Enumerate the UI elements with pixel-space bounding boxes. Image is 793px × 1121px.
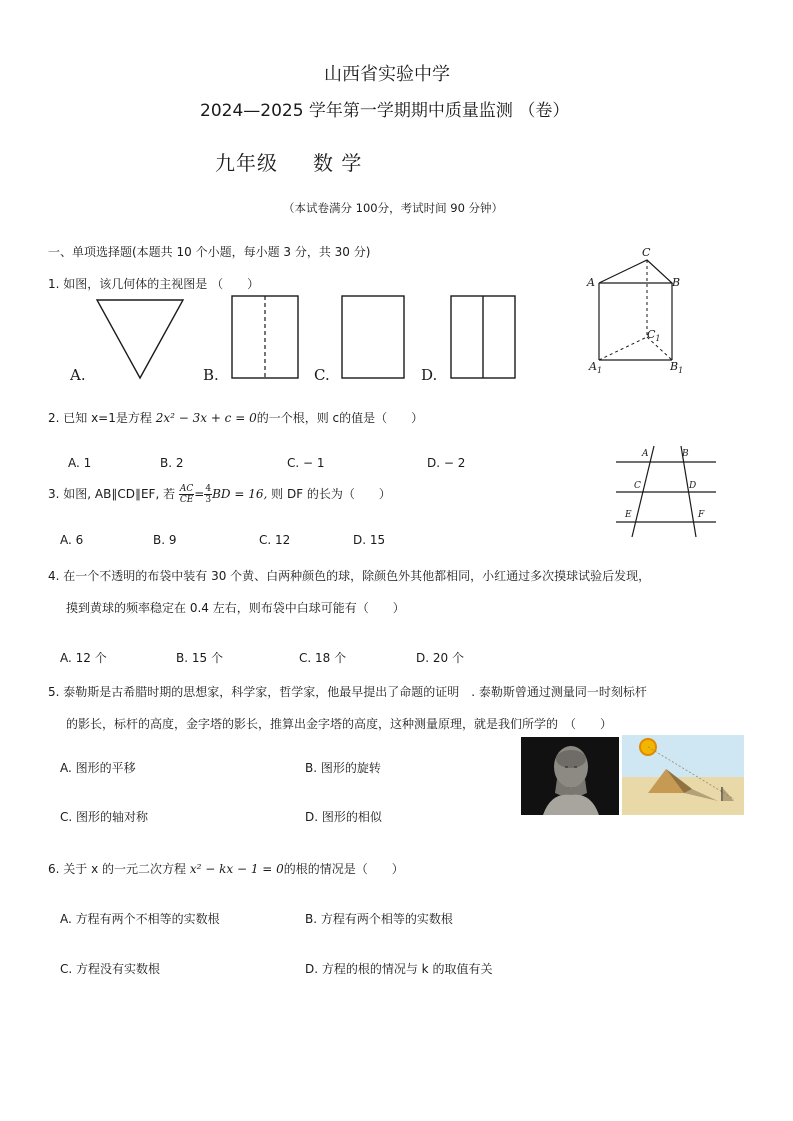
q6-option-b: B. 方程有两个相等的实数根: [305, 912, 453, 926]
q1-option-c-rect: [341, 295, 405, 379]
q3-fraction-4-3: $\frac{4}{3}$: [205, 484, 212, 505]
q4-option-c: C. 18 个: [299, 651, 347, 665]
q1-option-d-rect-solid: [450, 295, 516, 379]
q2-option-a: A. 1: [68, 456, 92, 470]
q2-equation: 2x² − 3x + c = 0: [155, 411, 257, 425]
prism-label-b1: $B_1$: [670, 360, 684, 376]
q5-option-b: B. 图形的旋转: [305, 761, 381, 775]
q2-stem: 2. 已知 x=1是方程 2x² − 3x + c = 0的一个根，则 c的值是（ ）: [48, 411, 424, 425]
q5-stem-line1: 5. 泰勒斯是古希腊时期的思想家，科学家，哲学家，他最早提出了命题的证明 . 泰勒斯曾通过测量同一时刻标杆: [48, 685, 647, 699]
q2-option-b: B. 2: [160, 456, 184, 470]
q1-option-c-label: C.: [314, 366, 330, 384]
q3-label-e: E: [625, 510, 632, 520]
q3-label-c: C: [634, 481, 641, 491]
grade-label: 九年级: [215, 151, 278, 175]
exam-title: 2024—2025 学年第一学期期中质量监测 （卷）: [200, 101, 570, 121]
thales-bust-image: [521, 737, 619, 815]
q6-option-a: A. 方程有两个不相等的实数根: [60, 912, 220, 926]
q5-option-d: D. 图形的相似: [305, 810, 382, 824]
q5-stem-line2: 的影长，标杆的高度，金字塔的影长，推算出金字塔的高度，这种测量原理，就是我们所学的 （ ）: [66, 717, 613, 731]
q1-option-b-rect-dashed: [231, 295, 299, 379]
subject-label: 数 学: [313, 151, 363, 175]
q3-option-c: C. 12: [259, 533, 291, 547]
q3-fraction-ac-ce: $\frac{AC}{CE}$: [179, 484, 194, 505]
q1-option-d-label: D.: [421, 366, 438, 384]
q3-label-f: F: [698, 510, 705, 520]
prism-label-c1: $C_1$: [647, 328, 661, 344]
q3-label-d: D: [689, 481, 697, 491]
q1-prism-figure: [585, 245, 695, 375]
q6-equation: x² − kx − 1 = 0: [189, 862, 284, 876]
q3-label-a: A: [642, 449, 649, 459]
q6-stem: 6. 关于 x 的一元二次方程 x² − kx − 1 = 0的根的情况是（ ）: [48, 862, 404, 876]
q1-option-a-triangle: [95, 298, 185, 380]
q6-option-d: D. 方程的根的情况与 k 的取值有关: [305, 962, 493, 976]
q4-option-a: A. 12 个: [60, 651, 107, 665]
prism-label-a1: $A_1$: [589, 360, 603, 376]
q6-option-c: C. 方程没有实数根: [60, 962, 161, 976]
q4-option-d: D. 20 个: [416, 651, 464, 665]
q3-option-a: A. 6: [60, 533, 84, 547]
q5-option-a: A. 图形的平移: [60, 761, 136, 775]
q1-option-b-label: B.: [203, 366, 219, 384]
q1-option-a-label: A.: [70, 366, 86, 384]
q5-option-c: C. 图形的轴对称: [60, 810, 149, 824]
exam-note: （本试卷满分 100分，考试时间 90 分钟）: [283, 201, 504, 215]
q3-label-b: B: [682, 449, 689, 459]
q2-option-d: D. − 2: [427, 456, 466, 470]
q4-stem-line1: 4. 在一个不透明的布袋中装有 30 个黄、白两种颜色的球，除颜色外其他都相同，小红通过多次摸球试验后发现，: [48, 569, 651, 583]
prism-label-b: B: [672, 276, 681, 289]
prism-label-a: A: [587, 276, 595, 289]
section-title: 一、单项选择题(本题共 10 个小题，每小题 3 分，共 30 分): [48, 245, 371, 259]
prism-label-c: C: [642, 246, 651, 259]
pyramid-shadow-image: [622, 735, 744, 815]
school-title: 山西省实验中学: [324, 64, 450, 85]
q3-option-d: D. 15: [353, 533, 386, 547]
q2-option-c: C. − 1: [287, 456, 325, 470]
q3-stem: 3. 如图, AB∥CD∥EF, 若 $\frac{AC}{CE}$ = $\frac{4}{3}$ BD = 16, 则 DF 的长为（ ）: [48, 484, 391, 505]
q4-option-b: B. 15 个: [176, 651, 223, 665]
q3-parallel-lines-figure: [614, 446, 718, 538]
q1-stem: 1. 如图，该几何体的主视图是 （ ）: [48, 277, 260, 291]
q3-option-b: B. 9: [153, 533, 177, 547]
q4-stem-line2: 摸到黄球的频率稳定在 0.4 左右，则布袋中白球可能有（ ）: [66, 601, 405, 615]
